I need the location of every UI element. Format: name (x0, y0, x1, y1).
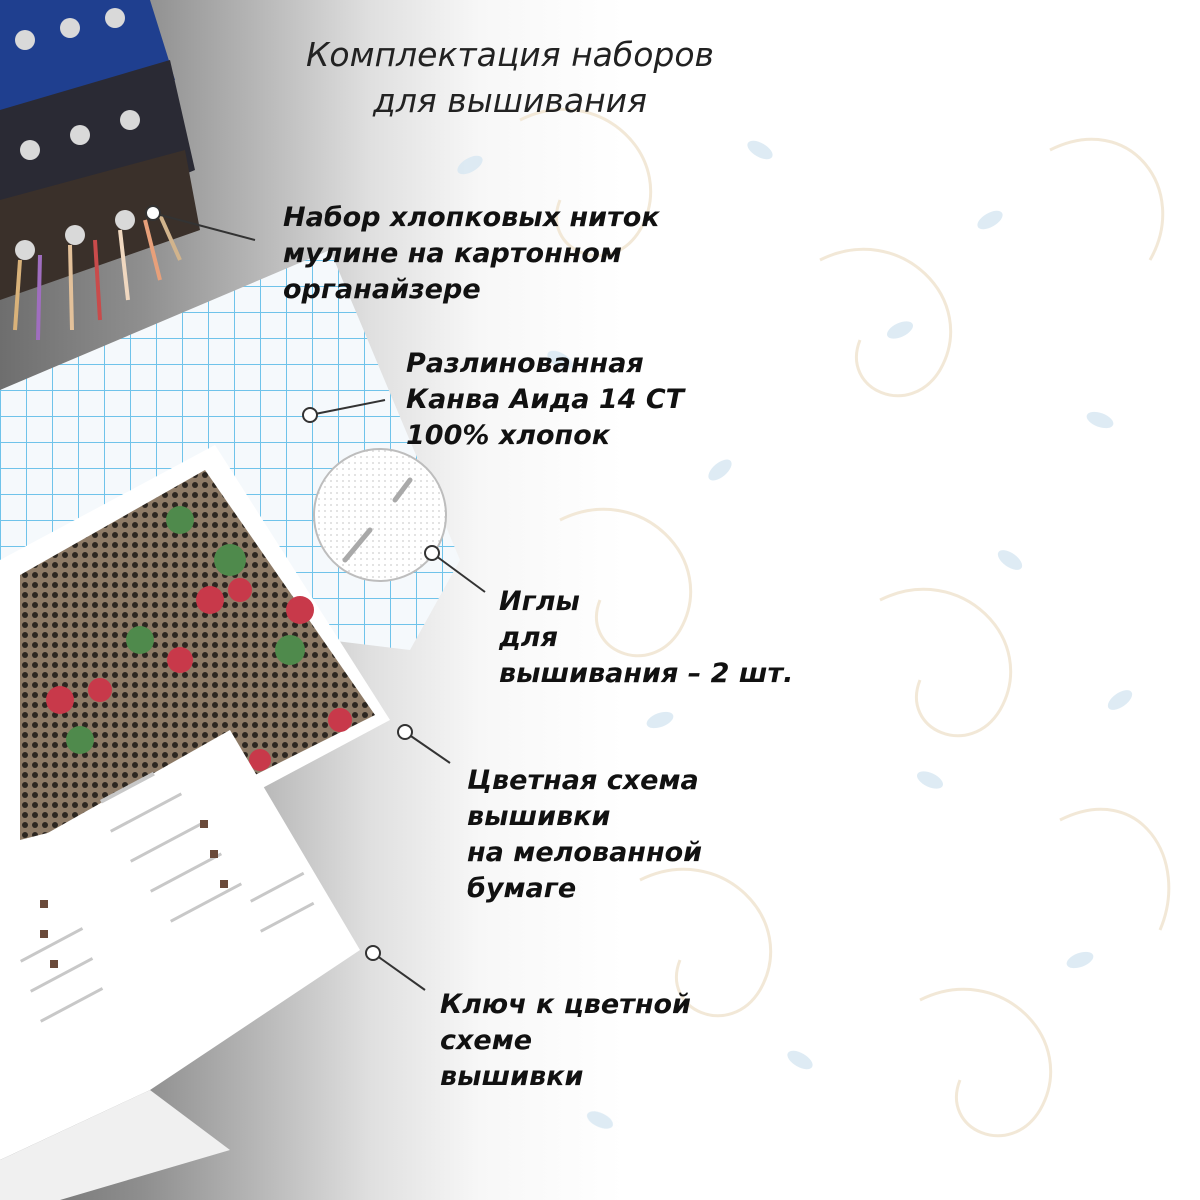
label-scheme (467, 763, 702, 907)
label-key-line: Ключ к цветной (440, 989, 691, 1020)
label-threads (283, 200, 660, 308)
label-canvas-line: 100% хлопок (406, 420, 611, 451)
callout-dot-scheme (397, 724, 413, 740)
label-key-line: вышивки (440, 1061, 584, 1092)
label-threads-line: Набор хлопковых ниток (283, 202, 660, 233)
label-scheme-line: вышивки (467, 801, 611, 832)
page-title (250, 32, 770, 124)
label-canvas-line: Канва Аида 14 СТ (406, 384, 685, 415)
label-threads-line: мулине на картонном (283, 238, 623, 269)
label-threads-line: органайзере (283, 274, 481, 305)
label-needles-line: Иглы (499, 586, 580, 617)
label-key (440, 987, 691, 1095)
callout-dot-needles (424, 545, 440, 561)
title-line-2: для вышивания (373, 81, 647, 120)
label-canvas (406, 346, 684, 454)
label-scheme-line: Цветная схема (467, 765, 699, 796)
label-scheme-line: на мелованной (467, 837, 703, 868)
label-needles-line: для (499, 622, 558, 653)
callout-dot-threads (145, 205, 161, 221)
label-key-line: схеме (440, 1025, 533, 1056)
label-scheme-line: бумаге (467, 873, 577, 904)
label-needles-line: вышивания – 2 шт. (499, 658, 794, 689)
callout-dot-key (365, 945, 381, 961)
label-canvas-line: Разлинованная (406, 348, 644, 379)
title-line-1: Комплектация наборов (305, 35, 715, 74)
label-needles (499, 584, 793, 692)
callout-dot-canvas (302, 407, 318, 423)
